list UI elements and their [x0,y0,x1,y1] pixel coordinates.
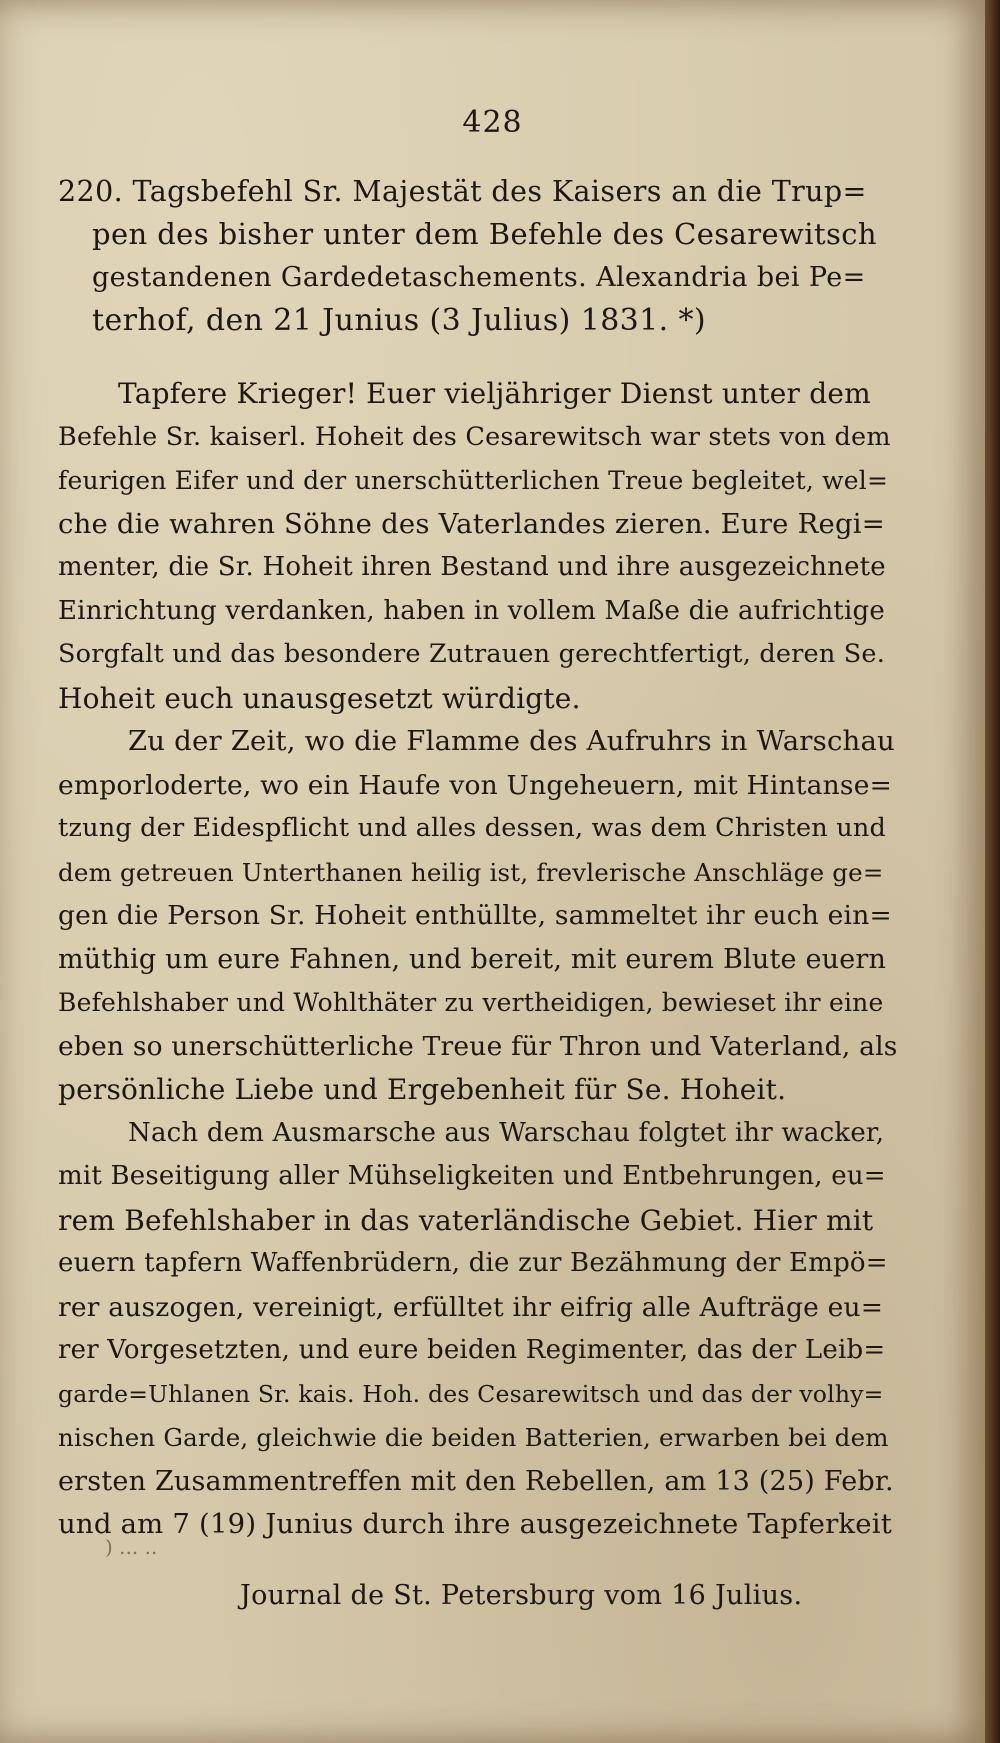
text-line: rem Befehlshaber in das vaterländische Gebiet. Hier mit [58,1203,874,1237]
text-line: mit Beseitigung aller Mühseligkeiten und Entbehrungen, eu= [58,1161,886,1191]
text-line: garde=Uhlanen Sr. kais. Hoh. des Cesarewitsch und das der volhy= [58,1379,884,1408]
text-line: müthig um eure Fahnen, und bereit, mit eurem Blute euern [58,943,887,975]
text-line: ersten Zusammentreffen mit den Rebellen, am 13 (25) Febr. [58,1465,894,1497]
text-line: Hoheit euch unausgesetzt würdigte. [58,681,581,715]
text-line: gen die Person Sr. Hoheit enthüllte, sammeltet ihr euch ein= [58,900,892,931]
text-line: und am 7 (19) Junius durch ihre ausgezeichnete Tapferkeit [58,1508,893,1540]
section-number: 220. [58,175,124,208]
body-text [58,372,898,1547]
text-line: persönliche Liebe und Ergebenheit für Se. Hoheit. [58,1073,787,1106]
text-line: menter, die Sr. Hoheit ihren Bestand und ihre ausgezeichnete [58,552,886,582]
page-number: 428 [462,105,523,140]
text-line: tzung der Eidespflicht und alles dessen, was dem Christen und [58,813,886,843]
text-line: Sorgfalt und das besondere Zutrauen gerechtfertigt, deren Se. [58,639,886,669]
heading-line: terhof, den 21 Junius (3 Julius) 1831. *) [92,303,707,338]
text-line: emporloderte, wo ein Haufe von Ungeheuern, mit Hintanse= [58,769,892,801]
text-line: Zu der Zeit, wo die Flamme des Aufruhrs in Warschau [128,725,895,757]
text-line: rer Vorgesetzten, und eure beiden Regimenter, das der Leib= [58,1335,886,1365]
text-line: nischen Garde, gleichwie die beiden Batterien, erwarben bei dem [58,1423,889,1452]
section-heading [58,170,878,342]
heading-line: gestandenen Gardedetaschements. Alexandria bei Pe= [92,262,866,293]
text-line: rer auszogen, vereinigt, erfülltet ihr eifrig alle Aufträge eu= [58,1291,884,1323]
text-line: Einrichtung verdanken, haben in vollem Maße die aufrichtige [58,595,885,626]
text-line: Tapfere Krieger! Euer vieljähriger Dienst unter dem [118,377,871,410]
heading-text: Tagsbefehl Sr. Majestät des Kaisers an die Trup= [132,175,867,208]
text-line: euern tapfern Waffenbrüdern, die zur Bezähmung der Empö= [58,1248,888,1278]
text-line: dem getreuen Unterthanen heilig ist, frevlerische Anschläge ge= [58,857,884,887]
text-line: Nach dem Ausmarsche aus Warschau folgtet ihr wacker, [128,1117,885,1148]
heading-line: pen des bisher unter dem Befehle des Cesarewitsch [92,217,878,251]
book-edge [985,0,1000,1743]
text-line: che die wahren Söhne des Vaterlandes zieren. Eure Regi= [58,507,886,540]
text-line: eben so unerschütterliche Treue für Thron und Vaterland, als [58,1030,898,1062]
footnote: Journal de St. Petersburg vom 16 Julius. [240,1580,803,1611]
show-through-text: ) ... .. [105,1535,158,1559]
text-line: Befehlshaber und Wohlthäter zu vertheidigen, bewieset ihr eine [58,988,884,1017]
text-line: Befehle Sr. kaiserl. Hoheit des Cesarewitsch war stets von dem [58,421,891,452]
text-line: feurigen Eifer und der unerschütterlichen Treue begleitet, wel= [58,466,889,495]
heading-line [58,170,878,213]
